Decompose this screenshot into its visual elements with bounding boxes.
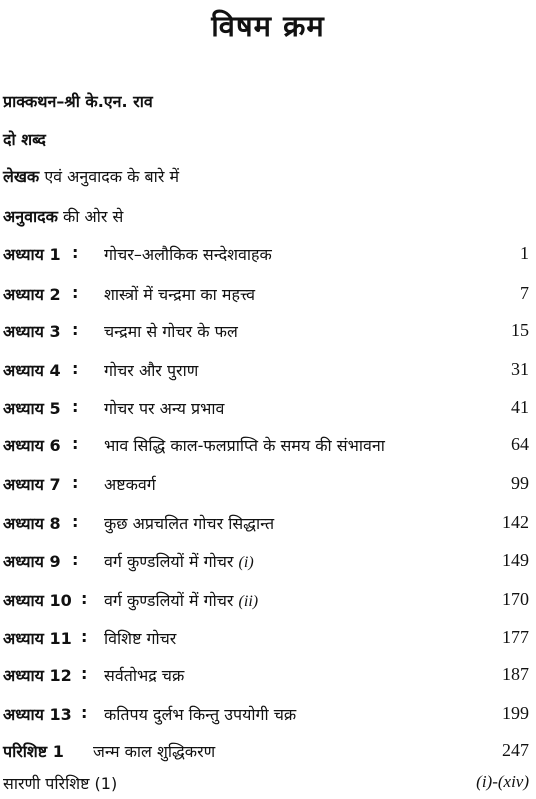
chapter-title: जन्म काल शुद्धिकरण [93,742,216,761]
chapter-label: अध्याय 10 [3,591,72,610]
separator: : [72,550,79,569]
page-number: 99 [511,473,529,493]
chapter-label: अध्याय 7 [3,475,61,494]
chapter-title: शास्त्रों में चन्द्रमा का महत्त्व [104,285,256,304]
page-number: 7 [520,283,529,303]
chapter-title: चन्द्रमा से गोचर के फल [104,322,238,341]
chapter-title [104,589,258,611]
page-number: 187 [502,664,529,684]
toc-row-5 [3,397,533,423]
separator: : [72,512,79,531]
chapter-title: गोचर पर अन्य प्रभाव [104,399,225,418]
separator: : [72,320,79,339]
page-number: 177 [502,627,529,647]
front-bold: दो शब्द [3,130,46,149]
chapter-label: अध्याय 13 [3,705,72,724]
toc-row-3 [3,320,533,346]
chapter-label: अध्याय 6 [3,436,61,455]
separator: : [72,397,79,416]
chapter-label: अध्याय 1 [3,245,61,264]
page-title: विषम क्रम [211,9,325,43]
toc-row-8 [3,512,533,538]
front-rest: एवं अनुवादक के बारे में [39,167,180,186]
chapter-title: भाव सिद्धि काल-फलप्राप्ति के समय की संभावना [104,436,385,455]
toc-row-11 [3,627,533,653]
chapter-label: अध्याय 3 [3,322,61,341]
front-bold: लेखक [3,167,40,186]
page-number: 1 [520,243,529,263]
page-number: 142 [502,512,529,532]
page-number: 149 [502,550,529,570]
front-matter-translator [3,205,123,227]
chapter-title [104,550,254,572]
toc-row-6 [3,434,533,460]
page-number: 31 [511,359,529,379]
toc-row-tables-appendix [3,772,533,794]
page-number: 41 [511,397,529,417]
separator: : [72,359,79,378]
page-number: (i)-(xiv) [476,772,529,791]
separator: : [72,434,79,453]
toc-row-1 [3,243,533,269]
toc-row-7 [3,473,533,499]
separator: : [72,243,79,262]
front-matter-preface [3,90,153,112]
page-number: 64 [511,434,529,454]
page-number: 15 [511,320,529,340]
chapter-title-suffix: (ii) [238,593,259,610]
chapter-label: अध्याय 11 [3,629,72,648]
toc-row-12 [3,664,533,690]
toc-row-13 [3,703,533,729]
separator: : [81,664,88,683]
toc-row-2 [3,283,533,309]
toc-row-10 [3,589,533,615]
separator: : [81,703,88,722]
chapter-label: अध्याय 12 [3,666,72,685]
page-number: 170 [502,589,529,609]
chapter-title-text: वर्ग कुण्डलियों में गोचर [104,552,234,571]
separator: : [81,627,88,646]
toc-row-9 [3,550,533,576]
chapter-title: कुछ अप्रचलित गोचर सिद्धान्त [104,514,275,533]
front-rest: की ओर से [57,207,124,226]
chapter-label: अध्याय 5 [3,399,61,418]
chapter-label: परिशिष्ट 1 [3,742,64,761]
separator: : [72,283,79,302]
front-bold: अनुवादक [3,207,58,226]
separator: : [81,589,88,608]
page-number: 247 [502,740,529,760]
chapter-label: अध्याय 2 [3,285,61,304]
chapter-title-suffix: (i) [238,554,254,571]
separator: : [72,473,79,492]
front-matter-about-authors [3,165,179,187]
chapter-title: सर्वतोभद्र चक्र [104,666,185,685]
appendix-title: सारणी परिशिष्ट (1) [3,774,118,793]
front-bold: प्राक्कथन–श्री के.एन. राव [3,92,153,111]
toc-row-appendix-1 [3,740,533,766]
chapter-title: अष्टकवर्ग [104,475,156,494]
toc-row-4 [3,359,533,385]
page-number: 199 [502,703,529,723]
chapter-label: अध्याय 9 [3,552,61,571]
chapter-label: अध्याय 8 [3,514,61,533]
chapter-title-text: वर्ग कुण्डलियों में गोचर [104,591,234,610]
chapter-title: विशिष्ट गोचर [104,629,177,648]
front-matter-two-words [3,128,46,150]
chapter-title: गोचर और पुराण [104,361,199,380]
chapter-label: अध्याय 4 [3,361,61,380]
chapter-title: गोचर–अलौकिक सन्देशवाहक [104,245,272,264]
chapter-title: कतिपय दुर्लभ किन्तु उपयोगी चक्र [104,705,297,724]
